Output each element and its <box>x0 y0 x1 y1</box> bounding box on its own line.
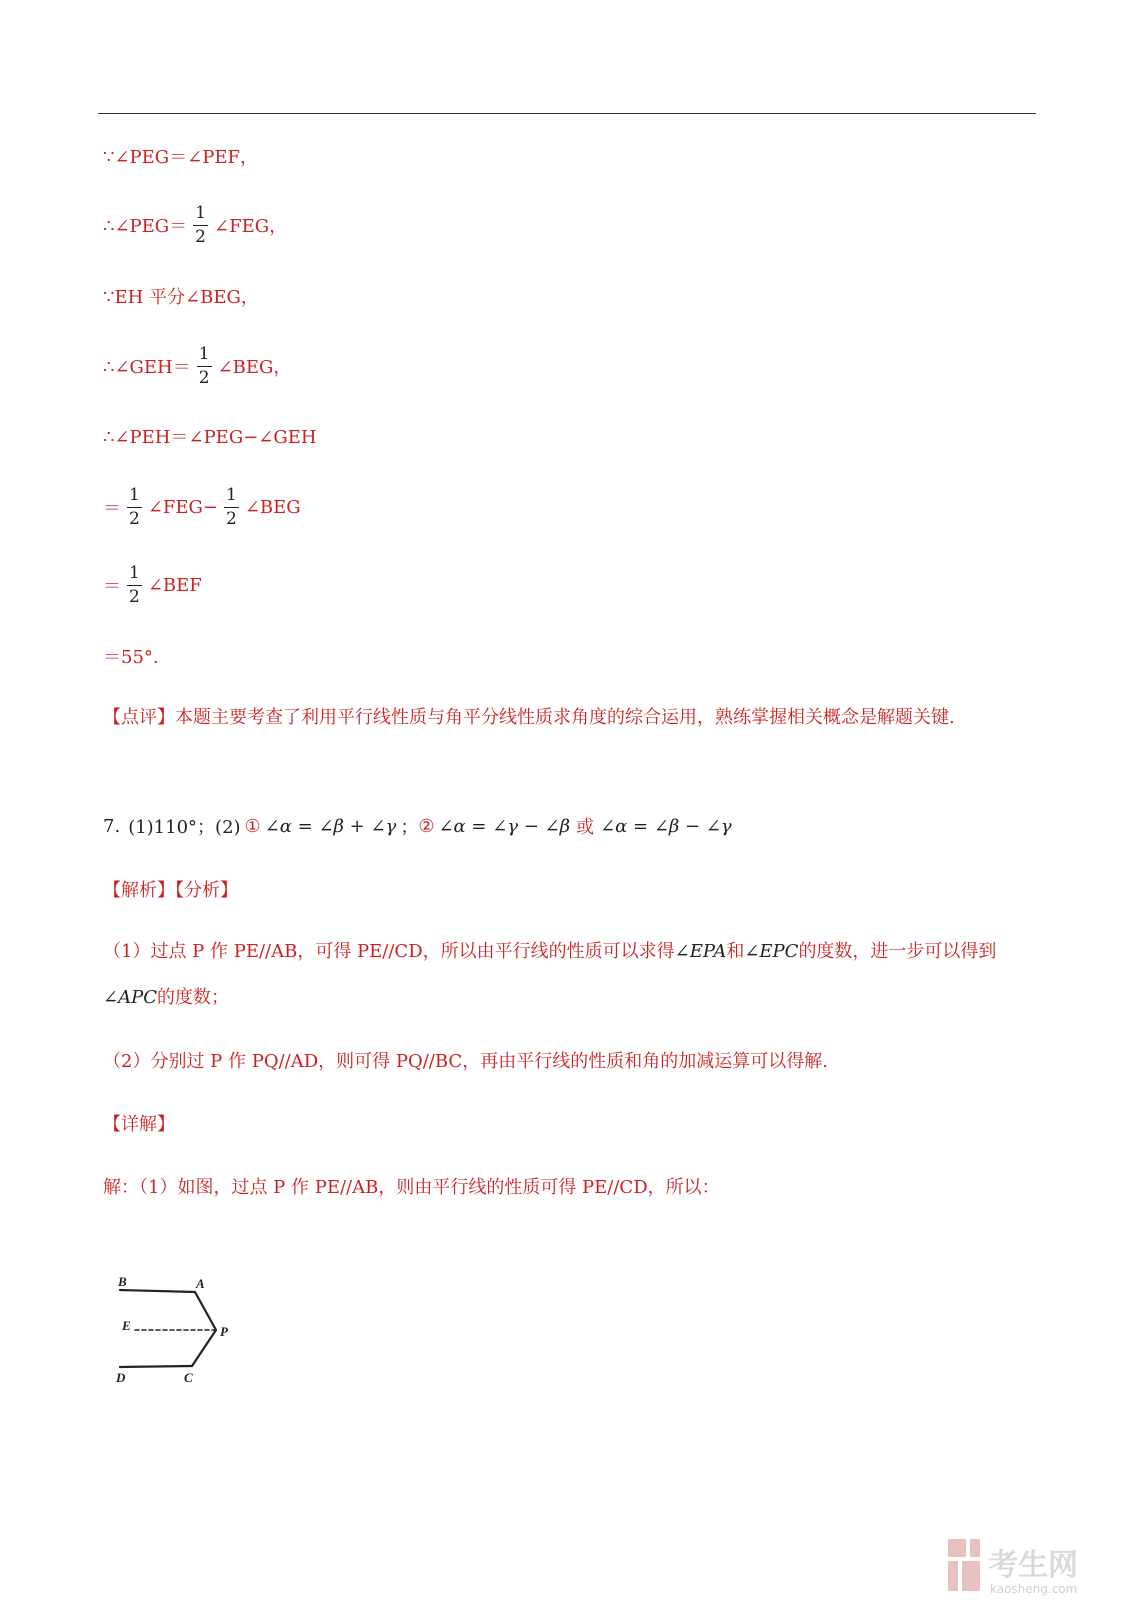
circle-2: ② <box>418 815 435 837</box>
label-c: C <box>184 1370 193 1385</box>
analysis-1-a: （1）过点 P 作 PE//AB，可得 PE//CD，所以由平行线的性质可以求得 <box>103 941 675 962</box>
line-7-eq: ＝ <box>103 576 121 597</box>
segment-pc <box>192 1330 216 1366</box>
equation-1: ∠α = ∠β + ∠γ <box>264 815 397 837</box>
line-7-end: ∠BEF <box>147 574 202 596</box>
line-1 <box>103 136 258 176</box>
analysis-header <box>103 869 238 909</box>
line-4-rhs: ∠BEG， <box>217 357 292 378</box>
fraction-denominator: 2 <box>129 508 140 529</box>
fraction-half-4 <box>224 484 239 529</box>
fraction-numerator: 1 <box>129 484 140 505</box>
logo-main-text: 考生网 <box>988 1548 1078 1583</box>
segment-dc <box>120 1366 192 1367</box>
analysis-header-text: 【解析】【分析】 <box>103 880 238 901</box>
fraction-denominator: 2 <box>198 367 210 388</box>
separator: ； <box>400 817 419 838</box>
angle-epa: ∠EPA <box>674 941 727 962</box>
line-2-lhs: ∴∠PEG＝ <box>103 216 188 237</box>
label-e: E <box>122 1318 131 1333</box>
fraction-denominator: 2 <box>129 586 140 607</box>
label-d: D <box>116 1370 126 1385</box>
header-rule <box>98 113 1036 114</box>
line-5 <box>103 416 317 456</box>
line-1-text: ∵∠PEG＝∠PEF， <box>103 147 258 168</box>
label-a: A <box>196 1276 205 1291</box>
segment-ap <box>195 1292 216 1330</box>
analysis-1-and: 和 <box>726 941 745 962</box>
line-4 <box>103 343 292 388</box>
comment-label: 【点评】 <box>103 707 175 728</box>
analysis-1-b: 的度数，进一步可以得到 <box>798 941 997 962</box>
line-2 <box>103 202 288 247</box>
line-6-eq: ＝ <box>103 498 121 519</box>
fraction-half-2 <box>197 343 212 388</box>
comment-paragraph <box>103 695 1033 741</box>
fraction-denominator: 2 <box>195 226 206 247</box>
fraction-numerator: 1 <box>198 343 210 364</box>
line-3 <box>103 276 259 316</box>
line-5-text: ∴∠PEH＝∠PEG−∠GEH <box>103 427 317 448</box>
logo-sub-text: kaosheng.com <box>990 1582 1078 1596</box>
equation-3: ∠α = ∠β − ∠γ <box>600 815 732 837</box>
line-8 <box>103 636 159 676</box>
fraction-numerator: 1 <box>226 484 237 505</box>
analysis-1-c: 的度数； <box>156 987 229 1008</box>
logo-block-1 <box>948 1539 966 1557</box>
line-6-mid: ∠FEG− <box>147 496 218 518</box>
line-8-text: ＝55°. <box>103 647 159 668</box>
line-7 <box>103 562 202 607</box>
fraction-denominator: 2 <box>226 508 237 529</box>
answer-part1: (1)110°；(2) <box>128 817 241 838</box>
line-6-end: ∠BEG <box>244 496 301 518</box>
equation-2: ∠α = ∠γ − ∠β <box>438 815 571 837</box>
angle-apc: ∠APC <box>103 987 157 1008</box>
solution-text: 解：（1）如图，过点 P 作 PE//AB，则由平行线的性质可得 PE//CD，所以： <box>103 1177 720 1198</box>
kaosheng-logo <box>948 1535 1118 1597</box>
logo-block-3 <box>948 1561 958 1591</box>
analysis-part-2 <box>103 1040 828 1080</box>
fraction-numerator: 1 <box>129 562 140 583</box>
solution-line <box>103 1166 720 1206</box>
fraction-half-1 <box>193 202 208 247</box>
label-b: B <box>118 1274 127 1289</box>
detail-header-text: 【详解】 <box>103 1114 175 1135</box>
fraction-numerator: 1 <box>195 202 206 223</box>
analysis-part-1 <box>103 929 1033 1021</box>
circle-1: ① <box>244 815 261 837</box>
segment-ba <box>120 1290 195 1292</box>
or-word: 或 <box>576 817 595 838</box>
fraction-half-3 <box>127 484 142 529</box>
question-number: 7. <box>103 815 121 837</box>
label-p: P <box>220 1324 228 1339</box>
detail-header <box>103 1103 175 1143</box>
question-7-answer <box>103 806 732 846</box>
line-6 <box>103 484 301 529</box>
analysis-2-text: （2）分别过 P 作 PQ//AD，则可得 PQ//BC，再由平行线的性质和角的加减运算可以得解. <box>103 1051 828 1072</box>
angle-epc: ∠EPC <box>744 941 799 962</box>
line-3-text: ∵EH 平分∠BEG， <box>103 287 259 308</box>
line-4-lhs: ∴∠GEH＝ <box>103 357 191 378</box>
geometry-figure <box>110 1270 250 1400</box>
line-2-rhs: ∠FEG， <box>214 216 288 237</box>
fraction-half-5 <box>127 562 142 607</box>
logo-block-2 <box>970 1539 980 1557</box>
comment-text: 本题主要考查了利用平行线性质与角平分线性质求角度的综合运用，熟练掌握相关概念是解题关键. <box>175 707 955 728</box>
logo-block-4 <box>962 1561 980 1591</box>
